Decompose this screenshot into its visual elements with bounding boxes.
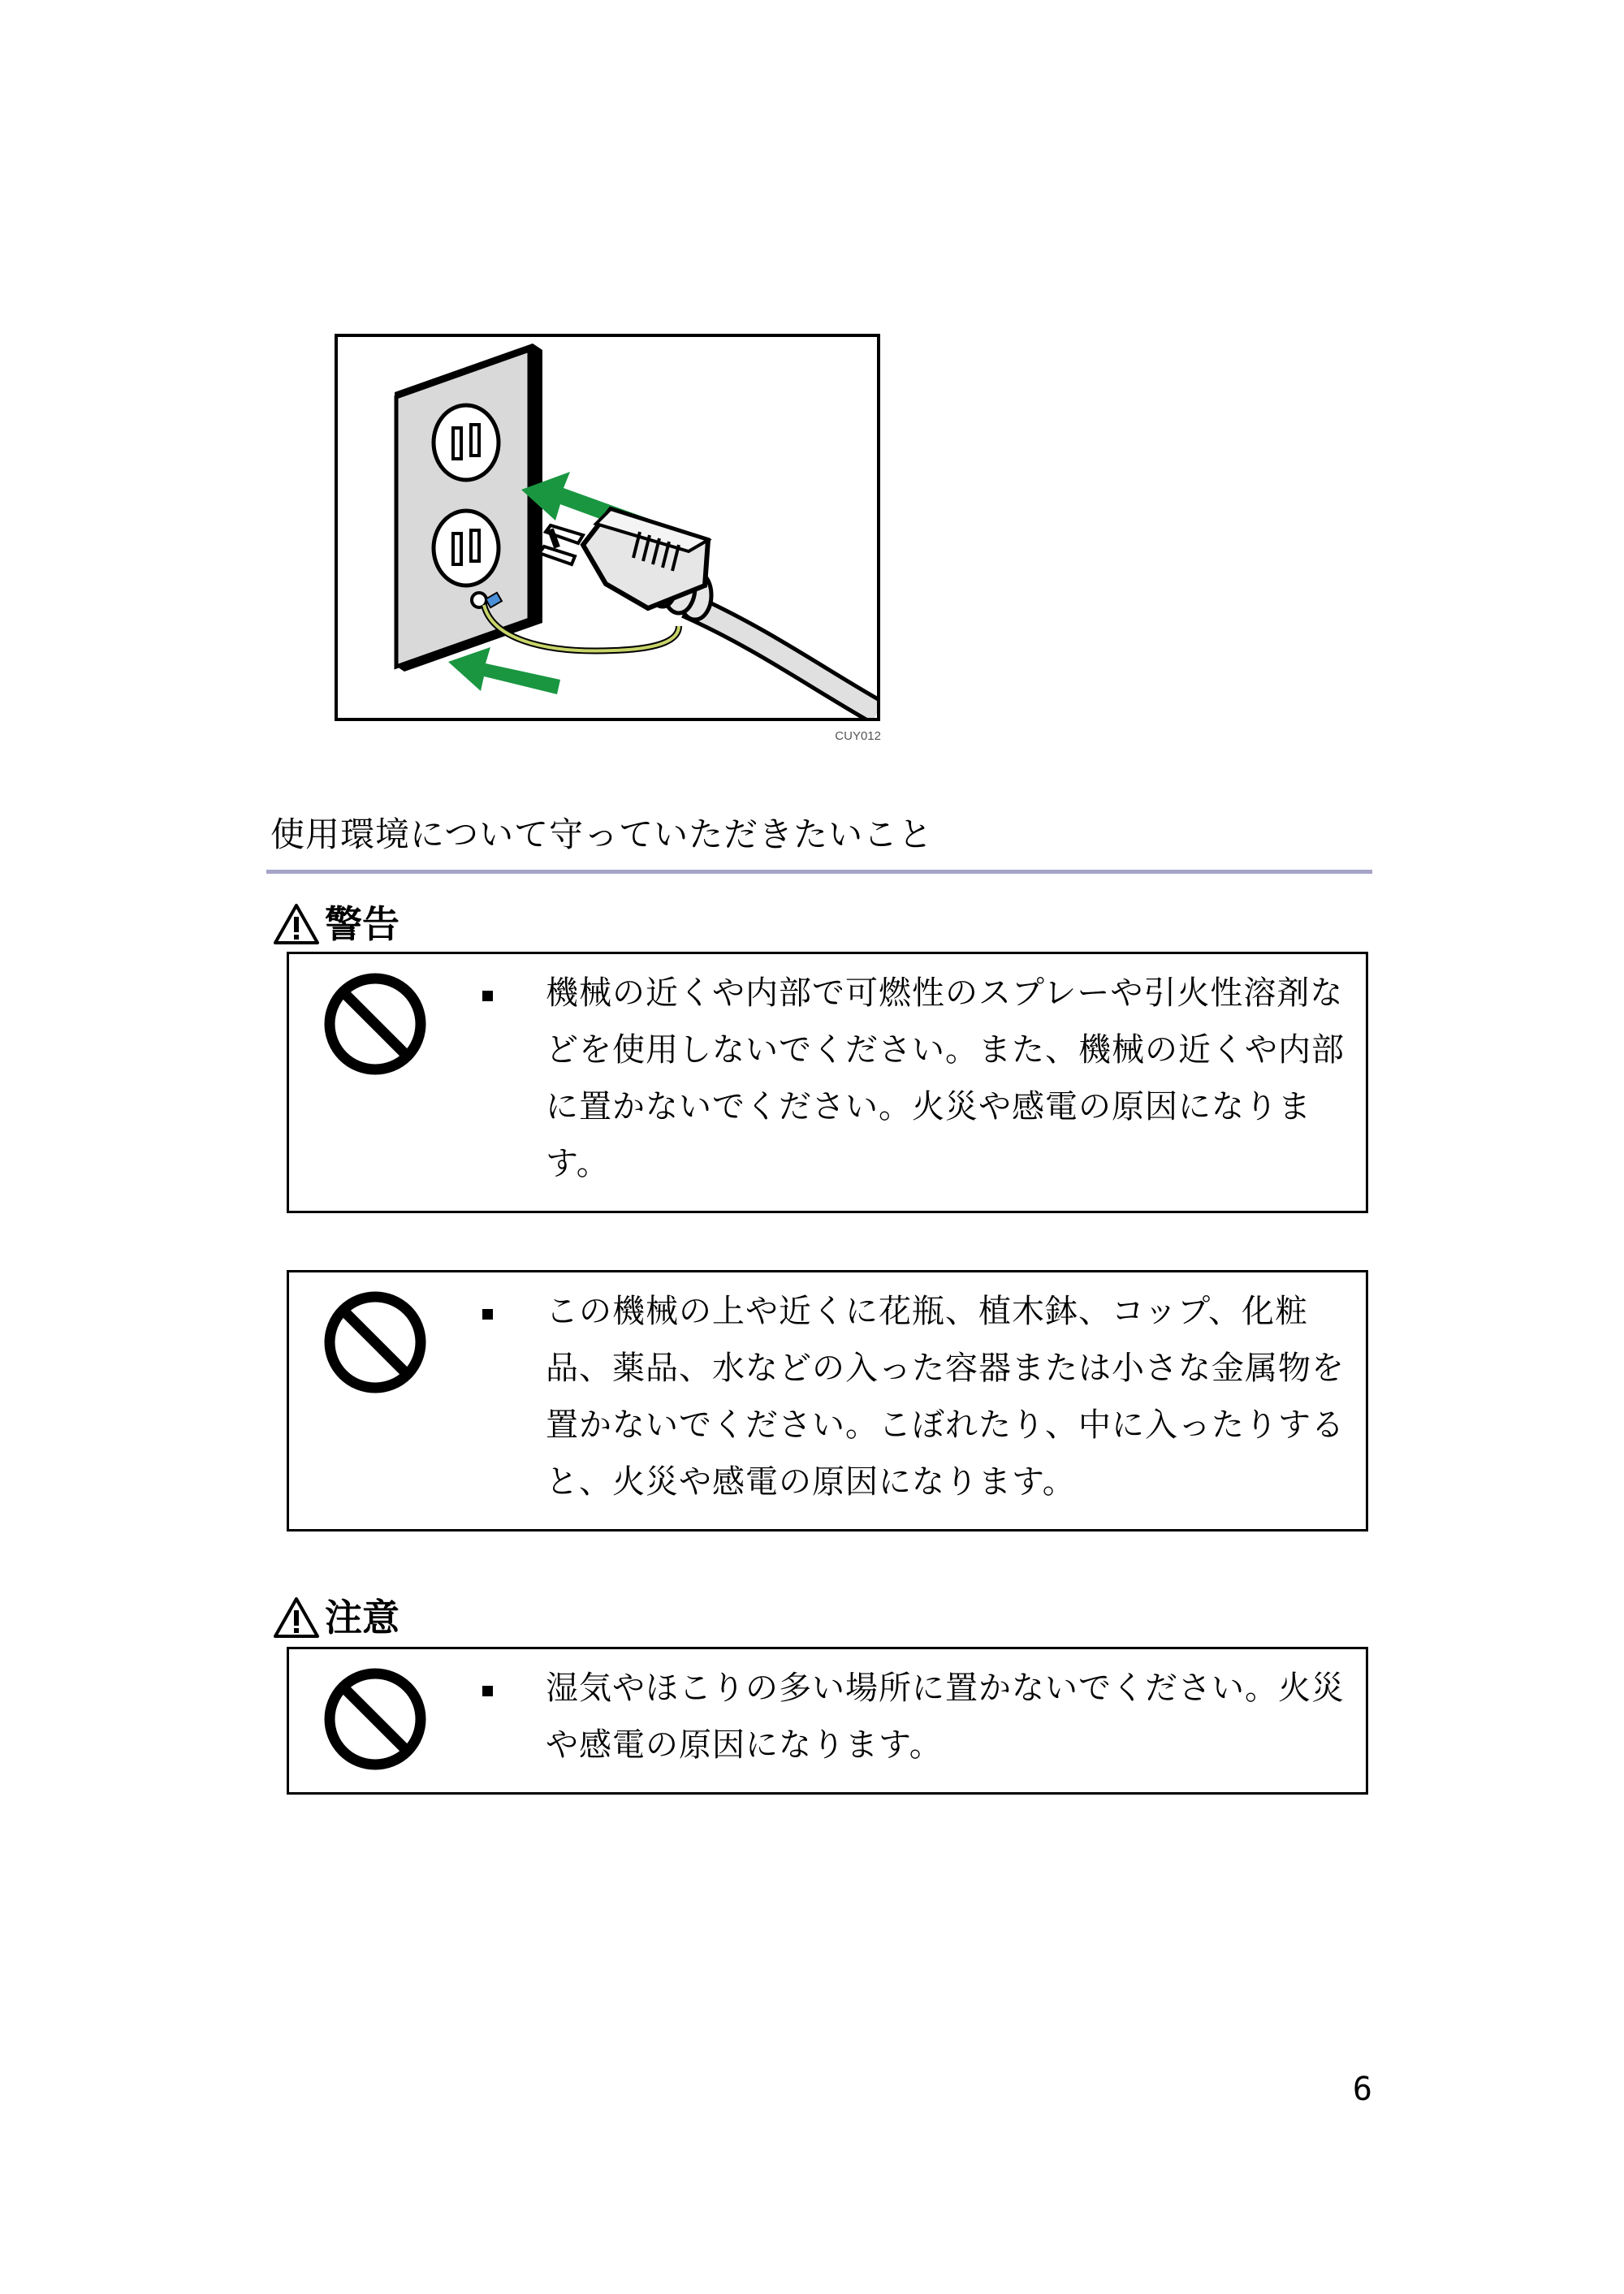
lower-receptacle bbox=[434, 511, 499, 585]
warning-triangle-icon bbox=[273, 902, 320, 946]
warning-item-2 bbox=[287, 1270, 1368, 1531]
prohibition-icon bbox=[322, 970, 429, 1078]
caution-heading bbox=[273, 1593, 400, 1642]
warning-heading bbox=[273, 900, 400, 948]
bullet bbox=[482, 1686, 493, 1696]
bullet bbox=[482, 1309, 493, 1320]
warning-item-1-text: 機械の近くや内部で可燃性のスプレーや引火性溶剤な どを使用しないでください。また、機械の近くや内部 に置かないでください。火災や感電の原因になりま す。 bbox=[546, 974, 1345, 1182]
wall-outlet-plate bbox=[396, 350, 529, 667]
prohibition-icon bbox=[322, 1665, 429, 1773]
warning-triangle-icon bbox=[273, 1596, 320, 1639]
plug-illustration bbox=[335, 334, 880, 721]
lower-green-arrow bbox=[448, 647, 560, 694]
prohibition-icon bbox=[322, 1289, 429, 1396]
warning-item-1 bbox=[287, 952, 1368, 1213]
figure-code: CUY012 bbox=[835, 729, 881, 743]
plug-prong-lower bbox=[539, 546, 575, 564]
caution-heading-label: 注意 bbox=[325, 1596, 400, 1639]
section-rule bbox=[266, 870, 1372, 874]
outlet-plug-drawing bbox=[338, 337, 877, 718]
caution-item-1 bbox=[287, 1647, 1368, 1795]
warning-item-2-text: この機械の上や近くに花瓶、植木鉢、コップ、化粧 品、薬品、水などの入った容器または小さな金属物を 置かないでください。こぼれたり、中に入ったりする と、火災や感電の原因になります。 bbox=[546, 1293, 1345, 1501]
caution-item-1-text: 湿気やほこりの多い場所に置かないでください。火災 や感電の原因になります。 bbox=[546, 1670, 1345, 1764]
bullet bbox=[482, 991, 493, 1001]
section-title: 使用環境について守っていただきたいこと bbox=[270, 814, 934, 854]
upper-receptacle bbox=[434, 405, 499, 480]
warning-heading-label: 警告 bbox=[325, 902, 400, 946]
page-number: 6 bbox=[1352, 2071, 1372, 2108]
